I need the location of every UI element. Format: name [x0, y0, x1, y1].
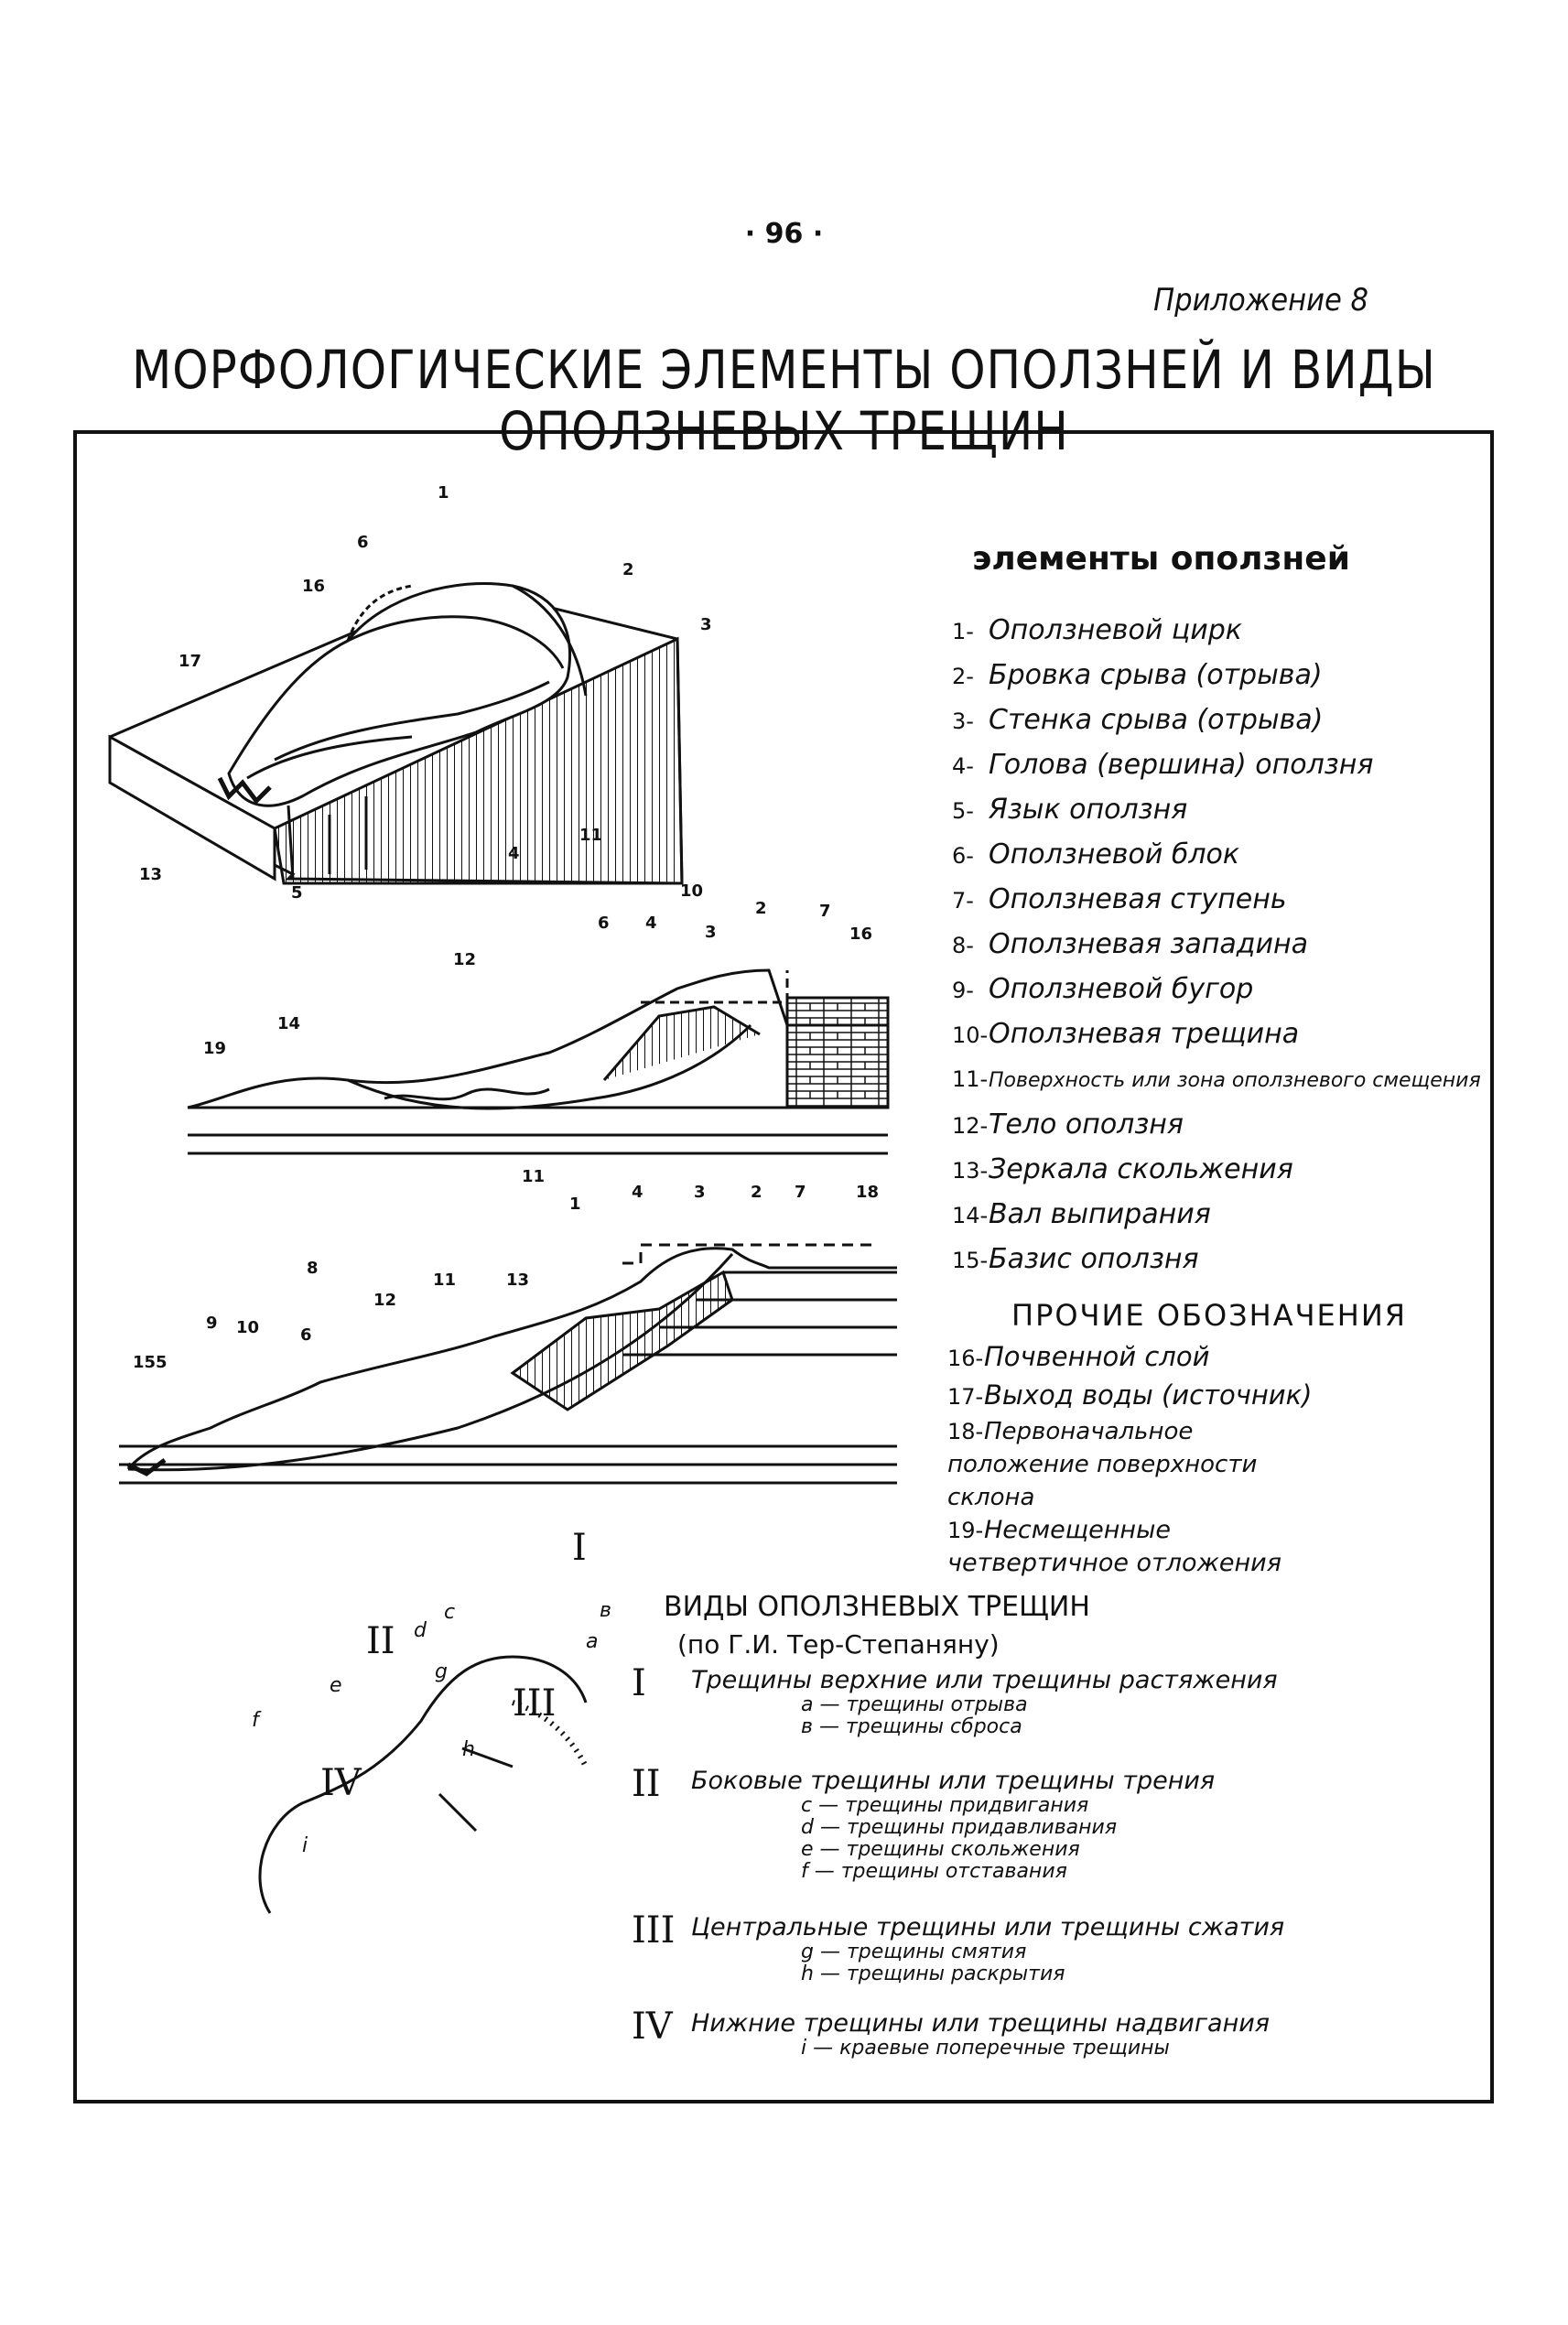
cracks-heading: ВИДЫ ОПОЛЗНЕВЫХ ТРЕЩИН [664, 1591, 1090, 1623]
list-item: 11-Поверхность или зона оползневого смещения [952, 1066, 1481, 1092]
list-item: 15-Базис оползня [952, 1243, 1199, 1275]
fig-label: 17 [178, 652, 202, 671]
fig-label: 6 [300, 1325, 312, 1345]
crack-map-label: e [330, 1674, 342, 1697]
crack-map-label: I [572, 1527, 587, 1569]
fig-label: 1 [438, 483, 449, 503]
page-title: МОРФОЛОГИЧЕСКИЕ ЭЛЕМЕНТЫ ОПОЛЗНЕЙ И ВИДЫ ОПОЛЗНЕВЫХ ТРЕЩИН [132, 340, 1436, 462]
crack-map-label: i [302, 1834, 308, 1857]
list-item: 8- Оползневая западина [952, 928, 1308, 960]
fig-label: 18 [856, 1183, 880, 1202]
crack-map-label: III [513, 1682, 557, 1725]
fig-label: 4 [508, 844, 520, 863]
fig-label: 2 [751, 1183, 762, 1202]
crack-type-III: III Центральные трещины или трещины сжатия g — трещины смятия h — трещины раскрытия [632, 1909, 1285, 1985]
fig-label: 5 [291, 883, 303, 903]
fig-label: 15 [133, 1353, 157, 1372]
fig-label: 4 [632, 1183, 643, 1202]
fig-label: 3 [705, 923, 717, 942]
elements-heading: элементы оползней [972, 540, 1350, 578]
fig-label: 11 [522, 1167, 546, 1186]
fig-label: 5 [156, 1353, 168, 1372]
fig-label: 9 [206, 1314, 218, 1333]
fig-label: 1 [569, 1195, 581, 1214]
fig-label: 7 [795, 1183, 806, 1202]
fig-label: 2 [622, 560, 634, 579]
list-item: 13-Зеркала скольжения [952, 1153, 1293, 1185]
fig-label: 6 [357, 533, 369, 552]
list-item: 2- Бровка срыва (отрыва) [952, 659, 1323, 691]
list-item: 10-Оползневая трещина [952, 1018, 1300, 1050]
fig-label: 10 [680, 881, 704, 901]
fig-label: 16 [849, 925, 873, 944]
cracks-subheading: (по Г.И. Тер-Степаняну) [677, 1629, 1000, 1660]
list-item: 12-Тело оползня [952, 1108, 1184, 1141]
crack-map-label: g [435, 1660, 448, 1683]
fig-label: 11 [433, 1271, 457, 1290]
crack-type-I: I Трещины верхние или трещины растяжения a — трещины отрыва в — трещины сброса [632, 1662, 1278, 1738]
fig-label: 12 [453, 950, 477, 969]
fig-label: 7 [819, 902, 831, 921]
fig-label: 2 [755, 899, 767, 918]
fig-label: 11 [579, 826, 603, 845]
list-item: 16-Почвенной слой [947, 1341, 1210, 1372]
crack-type-IV: IV Нижние трещины или трещины надвигания i — краевые поперечные трещины [632, 2006, 1271, 2060]
list-item: 14-Вал выпирания [952, 1198, 1211, 1230]
page-number: · 96 · [744, 218, 824, 250]
fig-label: 8 [307, 1259, 319, 1278]
list-item: 7- Оползневая ступень [952, 883, 1287, 915]
fig-label: 4 [645, 914, 657, 933]
crack-map-label: f [252, 1709, 259, 1732]
fig-label: 19 [203, 1039, 227, 1058]
list-item: 17-Выход воды (источник) [947, 1379, 1313, 1411]
other-list [947, 1338, 1332, 1580]
list-item: 6- Оползневой блок [952, 838, 1239, 871]
crack-map-label: в [600, 1599, 611, 1622]
fig-label: 14 [277, 1014, 301, 1033]
fig-label: 16 [302, 577, 326, 596]
crack-map-label: d [414, 1619, 427, 1642]
other-heading: ПРОЧИЕ ОБОЗНАЧЕНИЯ [1011, 1298, 1407, 1333]
crack-map-label: II [366, 1620, 395, 1662]
list-item: 18-Первоначальное положение поверхности склона [947, 1418, 1258, 1511]
elements-list [952, 609, 1481, 1282]
crack-map-label: IV [320, 1762, 362, 1804]
fig-label: 3 [700, 615, 712, 634]
list-item: 4- Голова (вершина) оползня [952, 749, 1374, 781]
list-item: 19-Несмещенные четвертичное отложения [947, 1516, 1281, 1577]
crack-map-label: h [462, 1738, 475, 1761]
list-item: 3- Стенка срыва (отрыва) [952, 704, 1324, 736]
crack-type-II: II Боковые трещины или трещины трения c — трещины придвигания d — трещины придавливания e — трещины скольжения f — трещины отставания [632, 1763, 1216, 1883]
crack-map-label: a [586, 1630, 599, 1653]
appendix-label: Приложение 8 [1153, 282, 1368, 319]
list-item: 9- Оползневой бугор [952, 973, 1254, 1005]
list-item: 1- Оползневой цирк [952, 614, 1242, 646]
fig-label: 13 [506, 1271, 530, 1290]
list-item: 5- Язык оползня [952, 794, 1188, 826]
fig-label: 12 [373, 1291, 397, 1310]
fig-label: 6 [598, 914, 610, 933]
crack-map-label: c [444, 1601, 456, 1624]
cross-section-1 [188, 970, 888, 1153]
fig-label: 10 [236, 1318, 260, 1337]
fig-label: 3 [694, 1183, 706, 1202]
fig-label: 13 [139, 865, 163, 884]
